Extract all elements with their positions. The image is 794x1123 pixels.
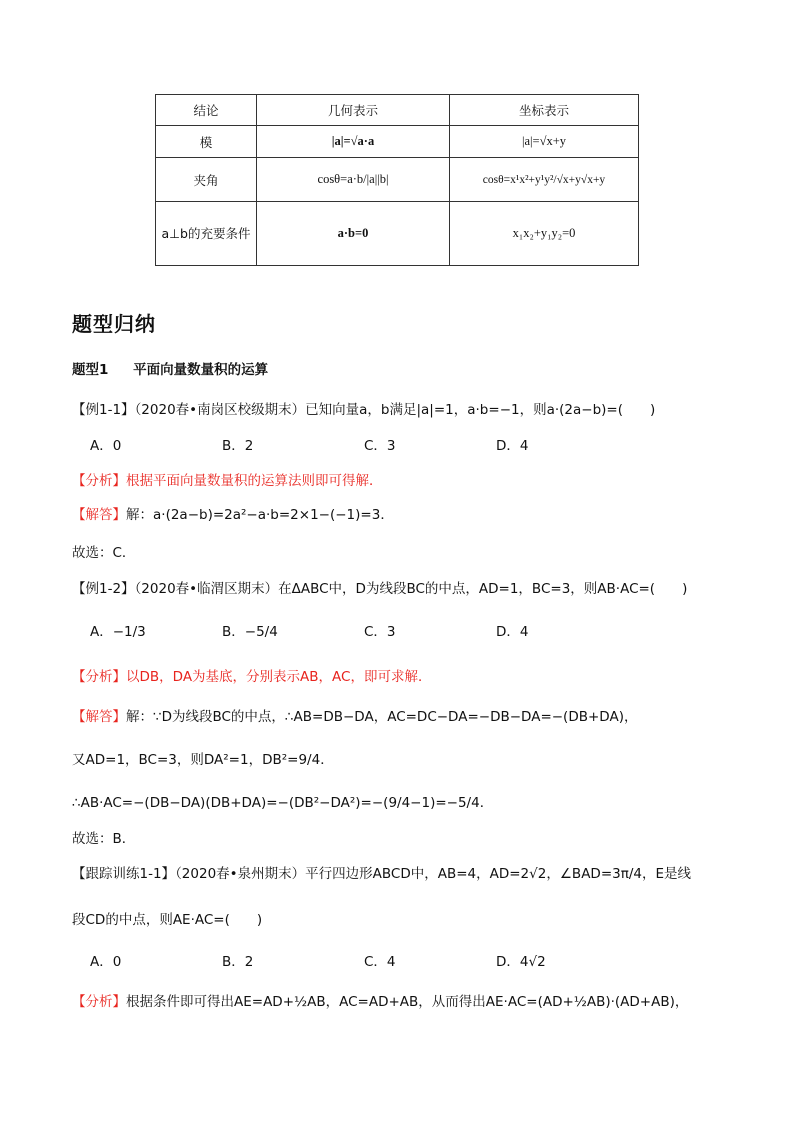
analysis-tag: 【分析】 (72, 994, 126, 1010)
training-1-1-analysis (72, 990, 732, 1010)
example-1-1-option-a: A．0 (90, 438, 122, 454)
training-1-1-option-b: B．2 (222, 954, 254, 970)
row-label-perpendicular: a⊥b的充要条件 (156, 202, 257, 266)
summary-table (155, 94, 639, 266)
row-label-angle: 夹角 (156, 158, 257, 202)
row-label-modulus: 模 (156, 126, 257, 158)
example-1-1-option-d: D．4 (496, 438, 529, 454)
example-1-2-solution-line-2: 又AD=1，BC=3，则DA²=1，DB²=9/4． (72, 752, 334, 768)
example-1-2-option-d: D．4 (496, 624, 529, 640)
training-1-1-analysis-text: 根据条件即可得出AE=AD+½AB，AC=AD+AB，从而得出AE·AC=(AD+½AB)·(AD+AB)， (126, 994, 689, 1010)
analysis-tag: 【分析】 (72, 669, 126, 685)
modulus-coordinate: |a|=√x+y (450, 126, 639, 158)
example-1-1-option-b: B．2 (222, 438, 254, 454)
perpendicular-geometric: a·b=0 (257, 202, 450, 266)
example-1-2-solution-text-1: 解：∵D为线段BC的中点，∴AB=DB−DA，AC=DC−DA=−DB−DA=−(DB+DA)， (126, 709, 638, 725)
training-1-1-tag: 【跟踪训练1-1】 (72, 866, 176, 882)
analysis-tag: 【分析】 (72, 473, 126, 489)
example-1-1-stem (72, 398, 732, 418)
type1-heading (72, 358, 732, 378)
example-1-1-answer: 故选：C． (72, 545, 136, 561)
example-1-2-solution-line-3: ∴AB·AC=−(DB−DA)(DB+DA)=−(DB²−DA²)=−(9/4−1)=−5/4． (72, 795, 494, 811)
example-1-2-option-a: A．−1/3 (90, 624, 146, 640)
training-1-1-stem-line-2: 段CD的中点，则AE·AC=( ) (72, 912, 263, 928)
training-1-1-option-c: C．4 (364, 954, 396, 970)
header-geometric: 几何表示 (257, 95, 450, 126)
header-conclusion: 结论 (156, 95, 257, 126)
angle-coordinate: cosθ=x¹x²+y¹y²/√x+y√x+y (450, 158, 639, 202)
example-1-2-analysis-text: 以DB，DA为基底，分别表示AB，AC，即可求解． (126, 669, 432, 685)
solution-tag: 【解答】 (72, 507, 126, 523)
modulus-geometric: |a|=√a·a (257, 126, 450, 158)
example-1-2-text: （2020春•临渭区期末）在ΔABC中，D为线段BC的中点，AD=1，BC=3，则AB·AC=( ) (134, 581, 688, 597)
table-header-row (156, 95, 639, 126)
example-1-1-analysis-text: 根据平面向量数量积的运算法则即可得解． (126, 473, 383, 489)
training-1-1-text-1: （2020春•泉州期末）平行四边形ABCD中，AB=4，AD=2√2，∠BAD=3π/4，E是线 (175, 866, 692, 882)
example-1-2-stem (72, 577, 732, 597)
example-1-2-solution-line-1 (72, 705, 732, 725)
example-1-2-tag: 【例1-2】 (72, 581, 135, 597)
type1-label: 题型1 (72, 362, 109, 378)
example-1-1-tag: 【例1-1】 (72, 402, 135, 418)
example-1-1-text: （2020春•南岗区校级期末）已知向量a，b满足|a|=1，a·b=−1，则a·(2a−b)=( ) (134, 402, 656, 418)
angle-geometric: cosθ=a·b/|a||b| (257, 158, 450, 202)
table-row-modulus (156, 126, 639, 158)
training-1-1-option-a: A．0 (90, 954, 122, 970)
example-1-2-option-c: C．3 (364, 624, 396, 640)
example-1-2-answer: 故选：B． (72, 831, 136, 847)
table-row-perpendicular (156, 202, 639, 266)
solution-tag: 【解答】 (72, 709, 126, 725)
training-1-1-stem-line-1 (72, 862, 732, 882)
example-1-1-solution-text: 解：a·(2a−b)=2a²−a·b=2×1−(−1)=3． (126, 507, 394, 523)
example-1-2-option-b: B．−5/4 (222, 624, 278, 640)
table-row-angle (156, 158, 639, 202)
header-coordinate: 坐标表示 (450, 95, 639, 126)
example-1-1-solution (72, 503, 732, 523)
type1-title: 平面向量数量积的运算 (133, 362, 269, 378)
section-title: 题型归纳 (72, 312, 156, 336)
training-1-1-option-d: D．4√2 (496, 954, 546, 970)
example-1-2-analysis (72, 665, 732, 685)
example-1-1-analysis (72, 469, 732, 489)
perpendicular-coordinate: x₁x₂+y₁y₂=0 (450, 202, 639, 266)
example-1-1-option-c: C．3 (364, 438, 396, 454)
